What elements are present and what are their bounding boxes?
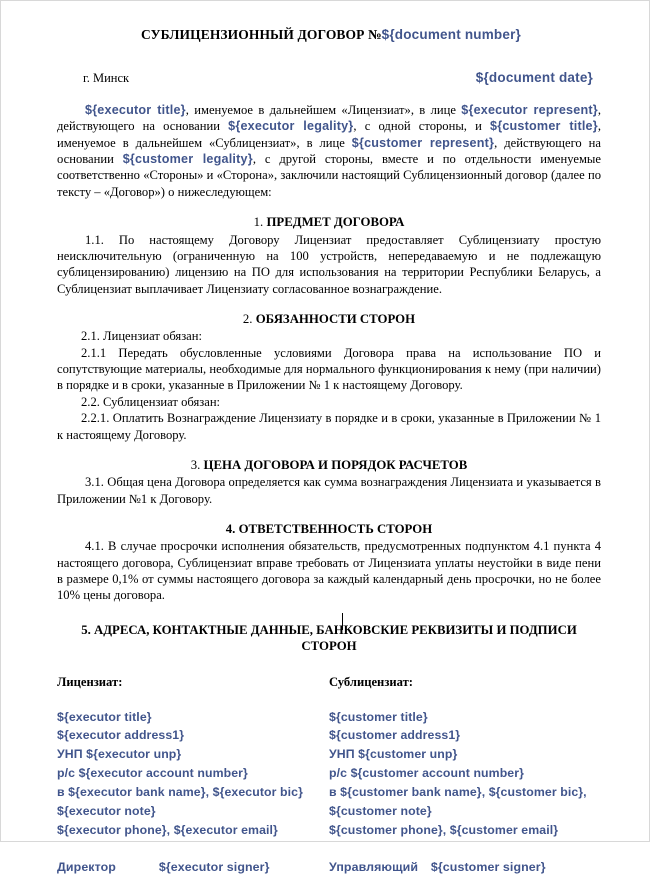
executor-signer-placeholder: ${executor signer} (158, 859, 270, 874)
document-date-placeholder: ${document date} (475, 70, 593, 85)
section-number-1: 1. (253, 215, 264, 230)
licensor-label: Лицензиат: (57, 674, 123, 689)
customer-represent-placeholder: ${customer represent} (351, 135, 495, 150)
section-1-paragraph-1: 1.1. По настоящему Договору Лицензиат предоставляет Сублицензиату простую неисключительную (ограниченную на 100 устройств, непередаваемую и не подлежащую сублицензированию) лицензию на ПО для использования на территории Республики Беларусь, а Сублицензиат выплачивает Лицензиату согласованное вознаграждение. (57, 232, 601, 296)
customer-account-line: р/с ${customer account number} (329, 766, 525, 781)
customer-legality-placeholder: ${customer legality} (122, 152, 253, 167)
column-divider (342, 613, 343, 630)
city-date-row (57, 70, 601, 86)
executor-title-line: ${executor title} (57, 709, 152, 724)
executor-account-line: р/с ${executor account number} (57, 766, 248, 781)
requisites-labels-row (57, 675, 601, 690)
section-2-paragraph-3: 2.2. Сублицензиат обязан: (81, 394, 221, 409)
document-number-placeholder: ${document number} (381, 27, 521, 42)
section-number-2: 2. (242, 311, 253, 326)
page-title (61, 27, 601, 43)
preamble-paragraph (57, 102, 601, 200)
customer-requisites-column (329, 708, 601, 840)
section-4-paragraph-1: 4.1. В случае просрочки исполнения обязательств, предусмотренных подпунктом 4.1 пункта 4 настоящего договора, Сублицензиат вправе требовать от Лицензиата уплаты неустойки в виде пени в размере 0,1% от суммы настоящего договора за каждый календарный день просрочки, но не более 10% цены договора. (57, 539, 601, 603)
executor-address-line: ${executor address1} (57, 728, 185, 743)
customer-address-line: ${customer address1} (329, 728, 461, 743)
customer-bank-line: в ${customer bank name}, ${customer bic}, (329, 785, 587, 800)
customer-contacts-line: ${customer phone}, ${customer email} (329, 823, 559, 838)
section-2-paragraph-2: 2.1.1 Передать обусловленные условиями Договора права на использование ПО и сопутствующие материалы, необходимые для нормального функционирования к нему (при наличии) в порядке и в сроки, указанные в Приложении № 1 к настоящему Договору. (57, 345, 601, 393)
customer-unp-line: УНП ${customer unp} (329, 747, 458, 762)
section-heading-4 (57, 521, 601, 537)
executor-contacts-line: ${executor phone}, ${executor email} (57, 823, 278, 838)
requisites-row (57, 708, 601, 840)
title-prefix: СУБЛИЦЕНЗИОННЫЙ ДОГОВОР № (140, 27, 382, 42)
customer-title-placeholder: ${customer title} (490, 119, 598, 134)
section-title-3: ЦЕНА ДОГОВОРА И ПОРЯДОК РАСЧЕТОВ (203, 457, 468, 472)
executor-requisites-column (57, 708, 329, 840)
section-title-1: ПРЕДМЕТ ДОГОВОРА (266, 215, 405, 230)
section-number-3: 3. (190, 457, 201, 472)
section-heading-2 (57, 311, 601, 327)
section-title-2: ОБЯЗАННОСТИ СТОРОН (255, 311, 416, 326)
executor-role-label: Директор (57, 859, 116, 874)
sublicensee-label: Сублицензиат: (329, 674, 413, 689)
customer-signer-placeholder: ${customer signer} (430, 859, 546, 874)
preamble-text-6: , с другой стороны, вместе и по отдельности именуемые соответственно «Стороны» и «Сторона», заключили настоящий Сублицензионный договор (далее по тексту – «Договор») о нижеследующем: (57, 152, 601, 199)
preamble-text-1: , именуемое в дальнейшем «Лицензиат», в лице (185, 103, 462, 117)
section-2-paragraph-1: 2.1. Лицензиат обязан: (81, 329, 203, 344)
executor-note-line: ${executor note} (57, 804, 156, 819)
section-title-4: ОТВЕТСТВЕННОСТЬ СТОРОН (238, 521, 433, 536)
section-3-paragraph-1: 3.1. Общая цена Договора определяется как сумма вознаграждения Лицензиата и указывается в Приложении №1 к Договору. (57, 475, 601, 506)
executor-title-placeholder: ${executor title} (85, 103, 186, 117)
signatures-row (57, 860, 601, 874)
city-label: г. Минск (83, 71, 130, 85)
preamble-text-5: , действующего на основании (57, 135, 602, 167)
customer-note-line: ${customer note} (329, 804, 432, 819)
executor-represent-placeholder: ${executor represent} (461, 103, 598, 117)
section-heading-1 (57, 214, 601, 230)
preamble-text-4: , именуемое в дальнейшем «Сублицензиат», в лице (57, 119, 601, 150)
section-heading-3 (57, 457, 601, 473)
section-heading-5: 5. АДРЕСА, КОНТАКТНЫЕ ДАННЫЕ, БАНКОВСКИЕ РЕКВИЗИТЫ И ПОДПИСИ СТОРОН (81, 622, 577, 654)
preamble-text-2: , действующего на основании (57, 103, 601, 134)
executor-bank-line: в ${executor bank name}, ${executor bic} (57, 785, 303, 800)
executor-unp-line: УНП ${executor unp} (57, 747, 182, 762)
customer-title-line: ${customer title} (329, 709, 428, 724)
section-number-4: 4. (225, 521, 236, 536)
section-2-paragraph-4: 2.2.1. Оплатить Вознаграждение Лицензиату в порядке и в сроки, указанные в Приложении № 1 к настоящему Договору. (57, 411, 601, 442)
customer-role-label: Управляющий (329, 859, 419, 874)
preamble-text-3: , с одной стороны, и (353, 119, 491, 134)
executor-legality-placeholder: ${executor legality} (228, 119, 354, 134)
